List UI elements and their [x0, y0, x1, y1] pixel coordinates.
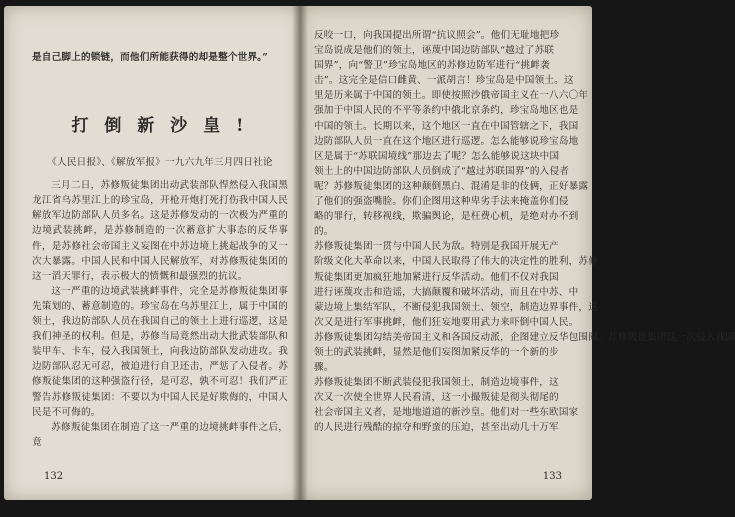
article-source: 《人民日报》、《解放军报》一九六九年三月四日社论	[47, 157, 273, 169]
right-page	[300, 6, 735, 500]
text-line: 击”。这完全是信口雌黄、一派胡言！珍宝岛是中国领土。这	[314, 75, 574, 87]
right-page-content	[314, 28, 735, 436]
text-line: 的。	[314, 226, 334, 238]
text-line: 里是历来属于中国的领土。即使按照沙俄帝国主义在一八六〇年	[314, 90, 589, 102]
text-line: 阶级文化大革命以来，中国人民取得了伟大的决定性的胜利，苏修	[314, 256, 599, 268]
text-line: 领土的武装挑衅，显然是他们妄图加紧反华的一个新的步	[314, 346, 559, 358]
text-line: 苏修叛徒集团勾结美帝国主义和各国反动派，企图建立反华包围圈。苏修叛徒集团这一次侵入我国	[314, 331, 735, 343]
text-line: 的人民进行残酷的掠夺和野蛮的压迫，甚至出动几十万军	[314, 422, 559, 434]
article-headline: 打 倒 新 沙 皇 !	[71, 116, 249, 137]
closing-quote-line: 是自己脚上的锁链，而他们所能获得的却是整个世界。”	[32, 52, 268, 63]
text-line: 领土上的中国边防部队人员倒成了“越过苏联国界”的入侵者	[314, 165, 570, 177]
text-line: 区是属于“苏联国境线”那边去了呢？怎么能够说这块中国	[314, 150, 560, 162]
body-paragraph: 苏修叛徒集团在制造了这一严重的边境挑衅事件之后，竟	[32, 421, 288, 448]
text-line: 反咬一口，向我国提出所谓“抗议照会”。他们无耻地把珍	[314, 30, 560, 41]
left-page	[4, 6, 302, 500]
left-page-content	[32, 50, 288, 450]
text-line: 进行诬蔑攻击和造谣，大搞颠覆和破坏活动，而且在中苏、中	[314, 286, 579, 298]
text-line: 叛徒集团更加疯狂地加紧进行反华活动。他们不仅对我国	[314, 271, 559, 283]
text-line: 苏修叛徒集团不断武装侵犯我国领土，制造边境事件，这	[314, 377, 559, 389]
body-paragraph: 三月二日，苏修叛徒集团出动武装部队悍然侵入我国黑龙江省乌苏里江上的珍宝岛，开枪开炮打死打伤我中国人民解放军边防部队人员多名。这是苏修发动的一次极为严重的边境武装挑衅，是苏修制造的一次蓄意扩大事态的反华事件，是苏修社会帝国主义妄图在中苏边境上挑起战争的又一次大暴露。中国人民和中国人民解放军，对苏修叛徒集团的这一滔天罪行，表示极大的愤慨和最强烈的抗议。	[32, 180, 288, 282]
text-line: 了他们的强盗嘴脸。你们企图用这种卑劣手法来掩盖你们侵	[314, 196, 569, 208]
text-line: 蒙边境上集结军队，不断侵犯我国领土、领空，制造边界事件，这	[314, 301, 599, 313]
text-line: 强加于中国人民的不平等条约中俄北京条约，珍宝岛地区也是	[314, 105, 579, 117]
body-paragraph: 这一严重的边境武装挑衅事件，完全是苏修叛徒集团事先策划的、蓄意制造的。珍宝岛在乌苏里江上，属于中国的领土，我边防部队人员在我国自己的领土上进行巡逻，这是我们神圣的权利。但是，苏修当局竟然出动大批武装部队和装甲车、卡车，侵入我国领土，向我边防部队发动进攻。我边防部队忍无可忍，被迫进行自卫还击，严惩了入侵者。苏修叛徒集团的这种强盗行径，是可忍，孰不可忍！我们严正警告苏修叛徒集团：不要以为中国人民是好欺侮的，中国人民是不可侮的。	[32, 285, 288, 418]
text-line: 呢？苏修叛徒集团的这种颠倒黑白、混淆是非的伎俩，正好暴露	[314, 180, 589, 192]
text-line: 次又是进行军事挑衅，他们狂妄地要用武力来吓倒中国人民。	[314, 316, 579, 328]
text-line: 社会帝国主义者，是地地道道的新沙皇。他们对一些东欧国家	[314, 407, 579, 419]
text-line: 宝岛说成是他们的领土，诬蔑中国边防部队“越过了苏联	[314, 45, 555, 57]
page-number-right: 133	[542, 471, 562, 482]
text-line: 国界”，向“警卫”珍宝岛地区的苏修边防军进行“挑衅袭	[314, 60, 550, 72]
text-line: 骤。	[314, 362, 334, 374]
text-line: 次又一次使全世界人民看清，这一小撮叛徒是彻头彻尾的	[314, 392, 559, 404]
page-number-left: 132	[44, 471, 64, 482]
text-line: 中国的领土。长期以来，这个地区一直在中国管辖之下，我国	[314, 120, 579, 132]
text-line: 苏修叛徒集团一贯与中国人民为敌。特别是我国开展无产	[314, 241, 559, 253]
text-line: 略的罪行，转移视线，欺骗舆论，是枉费心机，是绝对办不到	[314, 211, 579, 223]
text-line: 边防部队人员一直在这个地区进行巡逻。怎么能够说珍宝岛地	[314, 135, 579, 147]
